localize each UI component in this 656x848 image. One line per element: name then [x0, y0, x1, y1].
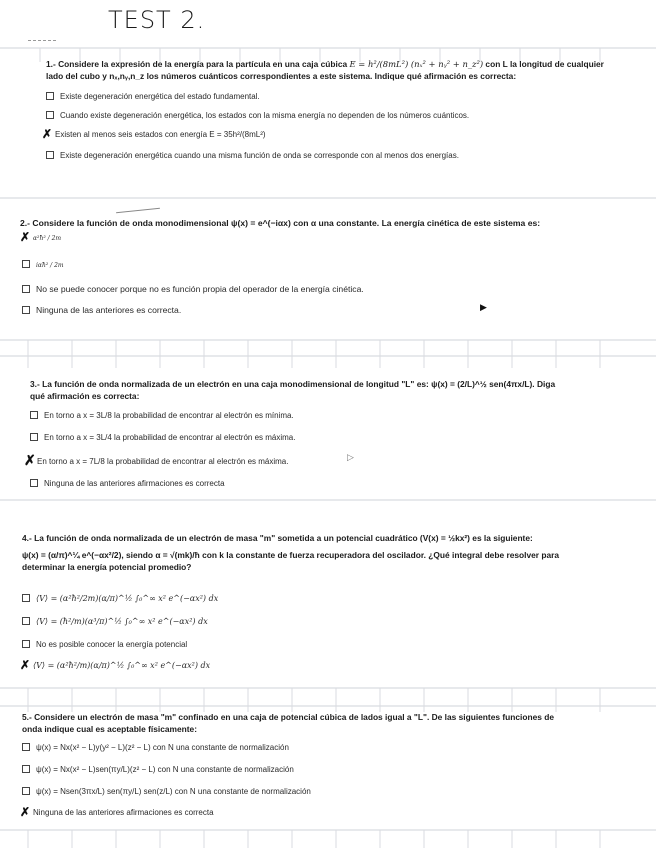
dashed-divider [28, 40, 56, 41]
checkmark-x-icon[interactable]: ✗ [24, 452, 36, 468]
q4-option-2[interactable]: ⟨V⟩ = (ħ²/m)(α³/π)^½ ∫₀^∞ x² e^(−αx²) dx [22, 616, 208, 628]
checkmark-x-icon[interactable]: ✗ [20, 230, 31, 244]
checkbox[interactable] [46, 92, 54, 100]
checkmark-x-icon[interactable]: ✗ [20, 805, 31, 819]
checkbox[interactable] [22, 260, 30, 268]
checkbox[interactable] [46, 151, 54, 159]
q5-option-1[interactable]: ψ(x) = Nx(x² − L)y(y² − L)(z² − L) con N una constante de normalización [22, 742, 289, 754]
hand-cursor-icon: ▷ [347, 452, 354, 462]
q1-option-2[interactable]: Cuando existe degeneración energética, los estados con la misma energía no dependen de los números cuánticos. [46, 110, 469, 122]
q2-option-3[interactable]: No se puede conocer porque no es función propia del operador de la energía cinética. [22, 283, 364, 295]
question-1-text: 1.- Considere la expresión de la energía para la partícula en una caja cúbica E = h²/(8mL²) (nₓ² + nᵧ² + n_z²) con L la longitud de cualquier lado del cubo y nₓ,nᵧ,n_z los números cuánticos correspondientes a este sistema. Indique qué afirmación es correcta: [46, 59, 604, 81]
checkbox[interactable] [22, 594, 30, 602]
q5-option-4[interactable]: ✗ Ninguna de las anteriores afirmaciones es correcta [20, 805, 214, 819]
q3-option-4[interactable]: Ninguna de las anteriores afirmaciones es correcta [30, 478, 225, 490]
checkbox[interactable] [22, 306, 30, 314]
page-title: TEST 2. [108, 6, 206, 34]
checkbox[interactable] [30, 479, 38, 487]
question-3-text: 3.- La función de onda normalizada de un electrón en una caja monodimensional de longitud "L" es: ψ(x) = (2/L)^½ sen(4πx/L). Diga qué afirmación es correcta: [30, 379, 556, 401]
question-2-text: 2.- Considere la función de onda monodimensional ψ(x) = e^(−iαx) con α una constante. La energía cinética de este sistema es: [20, 218, 541, 228]
question-4-text: 4.- La función de onda normalizada de un electrón de masa "m" sometida a un potencial cuadrático (V(x) = ½kx²) es la siguiente: ψ(x) = (α/π)^¼ e^(−αx²/2), siendo α = √(mk)/ħ con k la constante de fuerza recuperadora del oscilador. ¿Qué integral debe resolver para determinar la energía potencial promedio? [22, 533, 560, 572]
q2-option-2[interactable]: iαħ² / 2m [22, 259, 64, 272]
q1-option-3[interactable]: ✗ Existen al menos seis estados con energía E = 35h²/(8mL²) [42, 127, 266, 141]
q3-option-2[interactable]: En torno a x = 3L/4 la probabilidad de encontrar al electrón es máxima. [30, 432, 295, 444]
checkbox[interactable] [46, 111, 54, 119]
checkbox[interactable] [22, 743, 30, 751]
checkbox[interactable] [22, 765, 30, 773]
mouse-pointer-icon: ▶ [480, 302, 487, 312]
q1-option-1[interactable]: Existe degeneración energética del estado fundamental. [46, 91, 260, 103]
q4-option-4[interactable]: ✗ ⟨V⟩ = (α²ħ²/m)(α/π)^½ ∫₀^∞ x² e^(−αx²) dx [20, 658, 211, 672]
checkbox[interactable] [22, 617, 30, 625]
q3-option-3[interactable]: ✗En torno a x = 7L/8 la probabilidad de encontrar al electrón es máxima. [24, 452, 289, 468]
q5-option-3[interactable]: ψ(x) = Nsen(3πx/L) sen(πy/L) sen(z/L) con N una constante de normalización [22, 786, 311, 798]
q2-option-4[interactable]: Ninguna de las anteriores es correcta. [22, 304, 181, 316]
q4-option-3[interactable]: No es posible conocer la energía potencial [22, 639, 187, 651]
checkbox[interactable] [22, 285, 30, 293]
q4-option-1[interactable]: ⟨V⟩ = (α²ħ²/2m)(α/π)^½ ∫₀^∞ x² e^(−αx²) dx [22, 593, 218, 605]
q1-option-4[interactable]: Existe degeneración energética cuando una misma función de onda se corresponde con al menos dos energías. [46, 150, 459, 162]
q3-option-1[interactable]: En torno a x = 3L/8 la probabilidad de encontrar al electrón es mínima. [30, 410, 294, 422]
q5-option-2[interactable]: ψ(x) = Nx(x² − L)sen(πy/L)(z² − L) con N una constante de normalización [22, 764, 294, 776]
checkbox[interactable] [22, 640, 30, 648]
checkmark-x-icon[interactable]: ✗ [42, 127, 53, 141]
checkbox[interactable] [30, 433, 38, 441]
checkbox[interactable] [22, 787, 30, 795]
question-5-text: 5.- Considere un electrón de masa "m" confinado en una caja de potencial cúbica de lados igual a "L". De las siguientes funciones de onda indique cual es aceptable físicamente: [22, 712, 555, 734]
q2-option-1[interactable]: ✗ α²ħ² / 2m [20, 230, 62, 244]
checkbox[interactable] [30, 411, 38, 419]
checkmark-x-icon[interactable]: ✗ [20, 658, 31, 672]
